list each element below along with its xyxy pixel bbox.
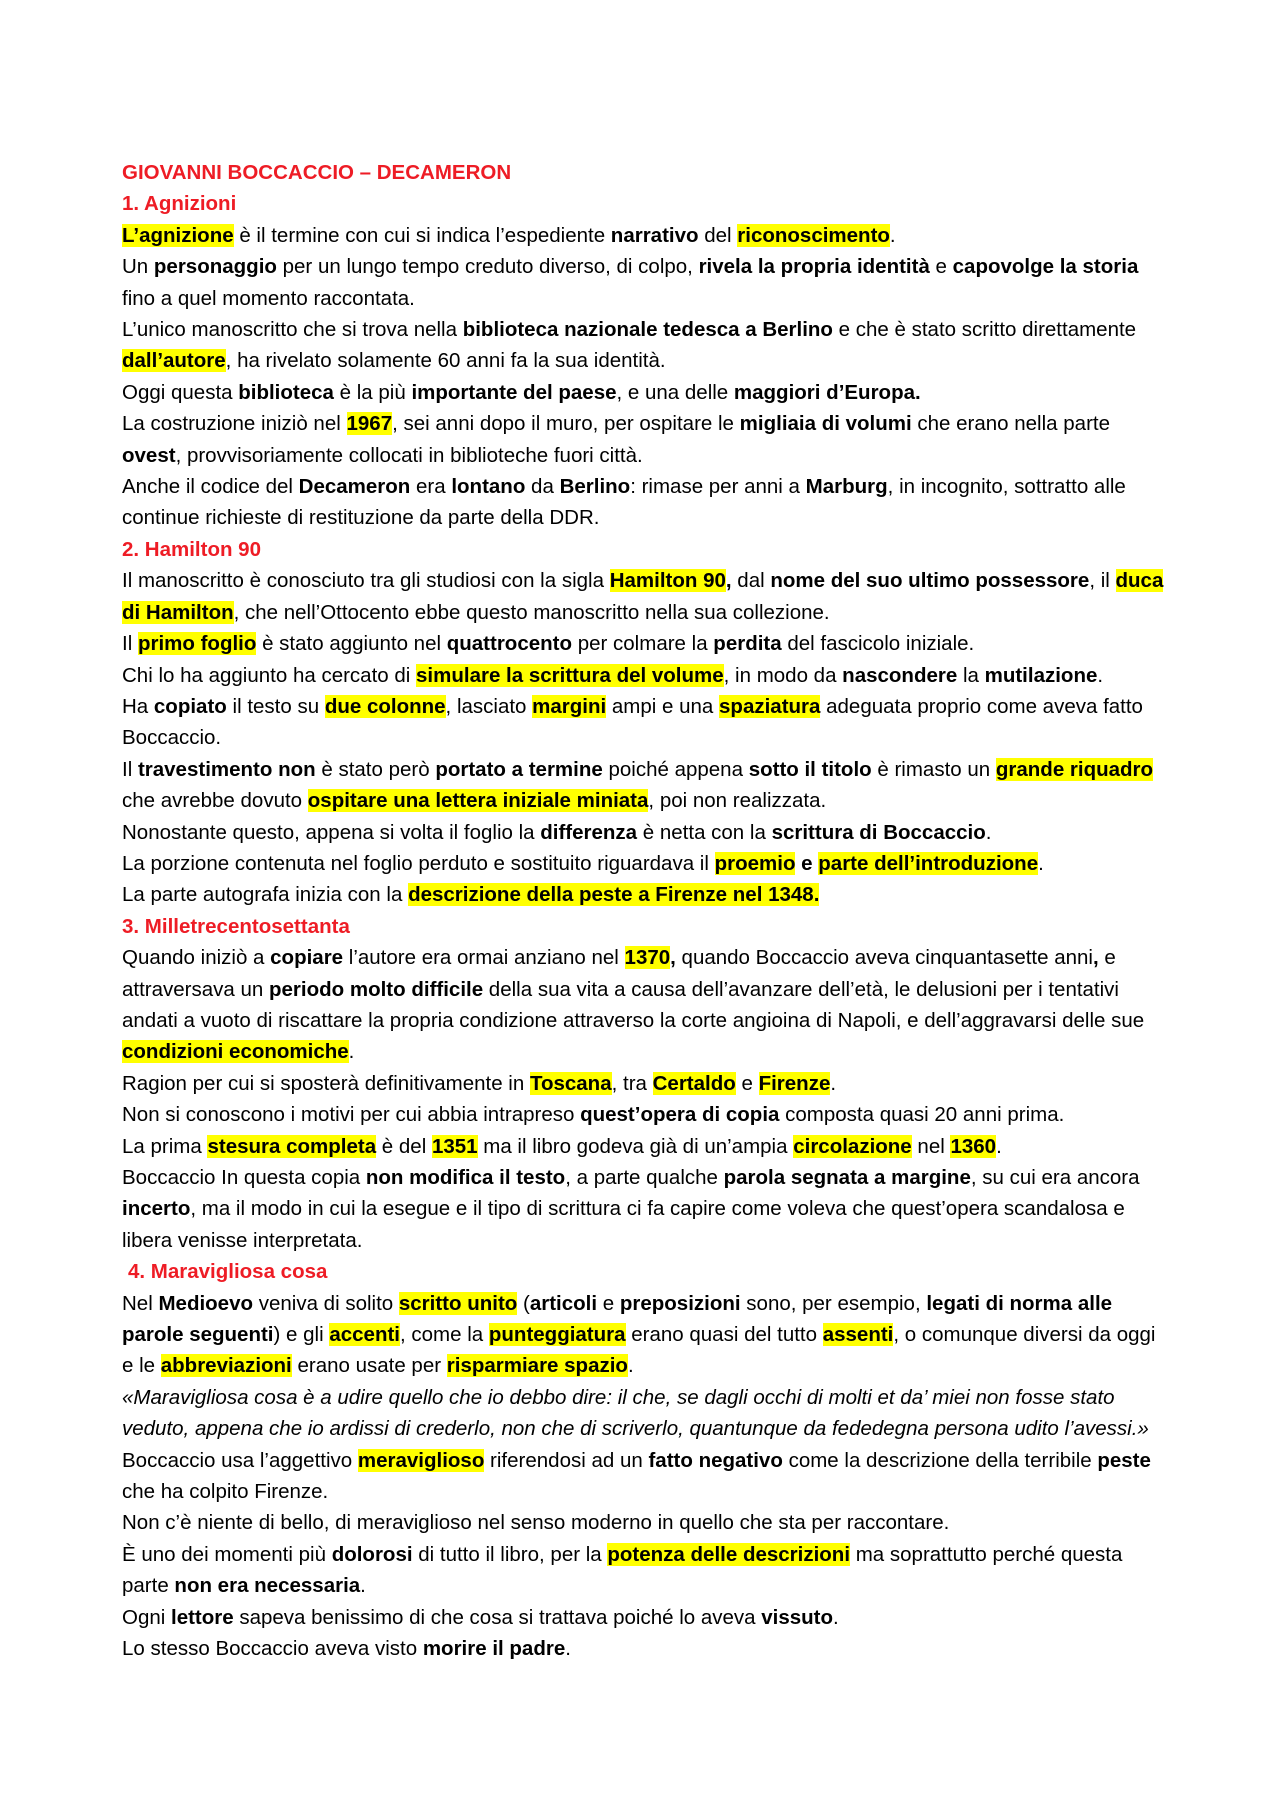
- bold-text: ,: [670, 946, 676, 970]
- highlighted-text: meraviglioso: [357, 1448, 485, 1472]
- text-run: ma soprattutto perché questa parte: [122, 1542, 1123, 1598]
- paragraph: [122, 817, 1167, 848]
- highlighted-text: ospitare una lettera iniziale miniata: [307, 789, 649, 813]
- bold-text: importante del paese: [411, 380, 617, 404]
- sections: [122, 188, 1167, 1664]
- text-run: del: [698, 223, 738, 247]
- bold-text: preposizioni: [619, 1291, 741, 1315]
- bold-text: lettore: [171, 1605, 234, 1629]
- text-run: .: [627, 1354, 634, 1378]
- highlighted-text: L’agnizione: [122, 223, 234, 247]
- text-run: era: [410, 475, 452, 499]
- text-run: ma il libro godeva già di un’ampia: [477, 1134, 794, 1158]
- text-run: , o comunque diversi da oggi e le: [122, 1323, 1156, 1378]
- highlighted-text: dall’autore: [122, 349, 226, 373]
- paragraph: [122, 1633, 1167, 1664]
- text-run: , che nell’Ottocento ebbe questo manoscritto nella sua collezione.: [233, 600, 830, 624]
- text-run: La prima: [122, 1134, 208, 1158]
- text-run: .: [830, 1071, 837, 1095]
- highlighted-text: margini: [532, 694, 607, 718]
- bold-text: maggiori d’Europa.: [733, 380, 921, 404]
- section-heading: 1. Agnizioni: [122, 192, 237, 216]
- text-run: nel: [911, 1134, 951, 1158]
- section-heading: 3. Milletrecentosettanta: [122, 914, 350, 938]
- text-run: , a parte qualche: [565, 1166, 724, 1189]
- text-run: la: [957, 663, 985, 687]
- text-run: erano quasi del tutto: [625, 1323, 823, 1347]
- quote-text: «Maravigliosa cosa è a udire quello che io debbo dire: il che, se dagli occhi di molti et da’ miei non fosse stato veduto, appena che io ardissi di crederlo, non che di scriverlo, quantunque da fededegna persona udito l’avessi.»: [122, 1385, 1149, 1441]
- text-run: Boccaccio In questa copia: [122, 1166, 366, 1189]
- highlighted-text: parte dell’introduzione: [818, 851, 1039, 875]
- paragraph: [122, 408, 1167, 471]
- paragraph: [122, 660, 1167, 691]
- bold-text: scrittura di Boccaccio: [771, 820, 986, 844]
- bold-text: nascondere: [842, 663, 958, 687]
- highlighted-text: primo foglio: [137, 632, 257, 656]
- text-run: Ha: [122, 694, 154, 718]
- highlighted-text: punteggiatura: [488, 1323, 626, 1347]
- text-run: l’autore era ormai anziano nel: [343, 946, 625, 970]
- text-run: .: [565, 1637, 571, 1661]
- bold-text: Marburg: [805, 475, 888, 499]
- highlighted-text: Toscana: [529, 1071, 612, 1095]
- paragraph: [122, 471, 1167, 534]
- text-run: della sua vita a causa dell’avanzare dell’età, le delusioni per i tentativi andati a vuoto di riscattare la propria condizione attraverso la corte angioina di Napoli, e dell’aggravarsi delle sue: [122, 977, 1145, 1032]
- text-run: e: [929, 255, 953, 279]
- bold-text: morire il padre: [422, 1637, 566, 1661]
- text-run: .: [348, 1040, 355, 1064]
- text-run: è stato aggiunto nel: [256, 632, 447, 656]
- text-run: è stato però: [315, 757, 436, 781]
- bold-text: dolorosi: [331, 1542, 413, 1566]
- bold-text: ovest: [122, 443, 176, 467]
- bold-text: rivela la propria identità: [698, 255, 930, 279]
- highlighted-text: 1360: [950, 1134, 997, 1158]
- highlighted-text: 1351: [431, 1134, 478, 1158]
- text-run: è la più: [333, 380, 412, 404]
- text-run: , tra: [611, 1071, 653, 1095]
- text-run: , sei anni dopo il muro, per ospitare le: [392, 412, 740, 436]
- paragraph: [122, 1602, 1167, 1633]
- bold-text: articoli: [529, 1291, 598, 1315]
- text-run: La costruzione iniziò nel: [122, 412, 347, 436]
- bold-text: non modifica il testo: [365, 1166, 566, 1189]
- bold-text: legati di norma alle parole seguenti: [122, 1291, 1113, 1347]
- paragraph: [122, 1162, 1167, 1256]
- text-run: , lasciato: [445, 694, 533, 718]
- text-run: .: [833, 1605, 839, 1629]
- text-run: quando Boccaccio aveva cinquantasette anni: [675, 946, 1093, 970]
- text-run: , ha rivelato solamente 60 anni fa la sua identità.: [225, 349, 666, 373]
- text-run: del fascicolo iniziale.: [781, 632, 975, 656]
- highlighted-text: assenti: [822, 1323, 894, 1347]
- bold-text: parola segnata a margine: [723, 1166, 971, 1189]
- text-run: che ha colpito Firenze.: [122, 1480, 329, 1504]
- highlighted-text: duca di Hamilton: [122, 569, 1164, 624]
- highlighted-text: stesura completa: [207, 1134, 377, 1158]
- highlighted-text: scritto unito: [398, 1291, 518, 1315]
- text-run: .: [1097, 663, 1104, 687]
- text-run: ) e gli: [273, 1323, 330, 1347]
- bold-text: quattrocento: [446, 632, 573, 656]
- paragraph: [122, 942, 1167, 1068]
- highlighted-text: Certaldo: [652, 1071, 736, 1095]
- bold-text: Decameron: [298, 475, 411, 499]
- highlighted-text: riconoscimento: [737, 223, 890, 247]
- paragraph: [122, 1507, 1167, 1538]
- section-heading: 2. Hamilton 90: [122, 537, 261, 561]
- text-run: La parte autografa inizia con la: [122, 883, 409, 907]
- bold-text: travestimento non: [137, 757, 316, 781]
- bold-text: vissuto: [761, 1605, 834, 1629]
- text-run: è il termine con cui si indica l’espediente: [233, 223, 611, 247]
- paragraph: [122, 565, 1167, 628]
- paragraph: [122, 879, 1167, 910]
- text-run: sono, per esempio,: [740, 1291, 927, 1315]
- highlighted-text: descrizione della peste a Firenze nel 1348.: [408, 883, 820, 907]
- highlighted-text: grande riquadro: [995, 757, 1154, 781]
- text-run: , poi non realizzata.: [648, 789, 827, 813]
- text-run: , il: [1089, 569, 1116, 593]
- text-run: per un lungo tempo creduto diverso, di colpo,: [276, 255, 699, 279]
- text-run: adeguata proprio come aveva fatto Boccaccio.: [122, 694, 1143, 750]
- text-run: : rimase per anni a: [630, 475, 806, 499]
- text-run: .: [360, 1574, 366, 1598]
- text-run: dal: [731, 569, 771, 593]
- paragraph: [122, 1131, 1167, 1162]
- bold-text: migliaia di volumi: [739, 412, 912, 436]
- paragraph: [122, 1099, 1167, 1130]
- paragraph: [122, 1288, 1167, 1382]
- section-heading: 4. Maravigliosa cosa: [128, 1260, 328, 1284]
- text-run: e che è stato scritto direttamente: [832, 318, 1137, 342]
- text-run: .: [1038, 851, 1044, 875]
- bold-text: perdita: [713, 632, 782, 656]
- highlighted-text: 1967: [346, 412, 393, 436]
- text-run: composta quasi 20 anni prima.: [779, 1103, 1065, 1127]
- text-run: ampi e una: [606, 694, 720, 718]
- highlighted-text: simulare la scrittura del volume: [416, 663, 724, 687]
- bold-text: incerto: [122, 1197, 191, 1221]
- bold-text: narrativo: [610, 223, 699, 247]
- document-body: [122, 157, 1167, 1665]
- bold-text: periodo molto difficile: [269, 977, 484, 1001]
- bold-text: biblioteca nazionale tedesca a Berlino: [462, 318, 833, 342]
- paragraph: [122, 628, 1167, 659]
- bold-text: Berlino: [559, 475, 631, 499]
- text-run: che erano nella parte: [911, 412, 1110, 436]
- text-run: L’unico manoscritto che si trova nella: [122, 318, 463, 342]
- highlighted-text: Firenze: [758, 1071, 831, 1095]
- paragraph: [122, 754, 1167, 817]
- bold-text: biblioteca: [238, 380, 334, 404]
- text-run: Ogni: [122, 1605, 171, 1629]
- text-run: Quando iniziò a: [122, 946, 271, 970]
- paragraph: [122, 314, 1167, 377]
- paragraph: [122, 251, 1167, 314]
- text-run: veniva di solito: [253, 1291, 399, 1315]
- text-run: Nonostante questo, appena si volta il foglio la: [122, 820, 541, 844]
- text-run: , provvisoriamente collocati in biblioteche fuori città.: [175, 443, 643, 467]
- text-run: È uno dei momenti più: [122, 1542, 332, 1566]
- text-run: è rimasto un: [871, 757, 996, 781]
- text-run: , e una delle: [616, 380, 734, 404]
- text-run: erano usate per: [291, 1354, 447, 1378]
- text-run: e: [597, 1291, 620, 1315]
- text-run: Un: [122, 255, 154, 279]
- text-run: Non si conoscono i motivi per cui abbia intrapreso: [122, 1103, 581, 1127]
- text-run: , ma il modo in cui la esegue e il tipo di scrittura ci fa capire come voleva che quest’opera scandalosa e libera venisse interpretata.: [122, 1197, 1125, 1252]
- highlighted-text: due colonne: [324, 694, 446, 718]
- text-run: Il: [122, 757, 138, 781]
- text-run: e attraversava un: [122, 946, 1116, 1001]
- text-run: è netta con la: [637, 820, 772, 844]
- paragraph: [122, 220, 1167, 251]
- text-run: sapeva benissimo di che cosa si trattava poiché lo aveva: [233, 1605, 762, 1629]
- highlighted-text: spaziatura: [719, 694, 821, 718]
- text-run: Boccaccio usa l’aggettivo: [122, 1448, 358, 1472]
- bold-text: lontano: [451, 475, 526, 499]
- highlighted-text: 1370: [624, 946, 671, 970]
- highlighted-text: potenza delle descrizioni: [607, 1542, 851, 1566]
- highlighted-text: condizioni economiche: [122, 1040, 349, 1064]
- text-run: Ragion per cui si sposterà definitivamente in: [122, 1071, 530, 1095]
- highlighted-text: accenti: [329, 1323, 400, 1347]
- text-run: poiché appena: [602, 757, 749, 781]
- highlighted-text: risparmiare spazio: [446, 1354, 628, 1378]
- bold-text: personaggio: [153, 255, 277, 279]
- text-run: .: [996, 1134, 1002, 1158]
- bold-text: portato a termine: [435, 757, 603, 781]
- text-run: , in modo da: [723, 663, 843, 687]
- text-run: per colmare la: [572, 632, 714, 656]
- text-run: e: [735, 1071, 759, 1095]
- bold-text: non era necessaria: [174, 1574, 361, 1598]
- text-run: è del: [376, 1134, 432, 1158]
- bold-text: e: [795, 851, 819, 875]
- bold-text: Medioevo: [158, 1291, 254, 1315]
- paragraph: [122, 377, 1167, 408]
- bold-text: nome del suo ultimo possessore: [770, 569, 1090, 593]
- text-run: Anche il codice del: [122, 475, 299, 499]
- text-run: Lo stesso Boccaccio aveva visto: [122, 1637, 423, 1661]
- bold-text: ,: [725, 569, 732, 593]
- bold-text: quest’opera di copia: [580, 1103, 780, 1127]
- paragraph: [122, 1539, 1167, 1602]
- highlighted-text: abbreviazioni: [160, 1354, 292, 1378]
- paragraph: [122, 1068, 1167, 1099]
- text-run: Chi lo ha aggiunto ha cercato di: [122, 663, 417, 687]
- bold-text: fatto negativo: [648, 1448, 783, 1472]
- paragraph: [122, 1445, 1167, 1508]
- text-run: Non c’è niente di bello, di meraviglioso nel senso moderno in quello che sta per raccontare.: [122, 1511, 950, 1535]
- text-run: .: [985, 820, 992, 844]
- bold-text: copiare: [270, 946, 344, 970]
- text-run: da: [525, 475, 560, 499]
- paragraph: [122, 848, 1167, 879]
- text-run: , in incognito, sottratto alle continue richieste di restituzione da parte della DDR.: [122, 475, 1126, 530]
- text-run: (: [517, 1291, 530, 1315]
- bold-text: copiato: [153, 694, 227, 718]
- text-run: che avrebbe dovuto: [122, 789, 308, 813]
- document-title: GIOVANNI BOCCACCIO – DECAMERON: [122, 161, 512, 184]
- bold-text: capovolge la storia: [952, 255, 1139, 279]
- highlighted-text: Hamilton 90: [609, 569, 726, 593]
- highlighted-text: proemio: [714, 851, 796, 875]
- text-run: riferendosi ad un: [484, 1448, 649, 1472]
- text-run: di tutto il libro, per la: [412, 1542, 608, 1566]
- bold-text: sotto il titolo: [748, 757, 872, 781]
- text-run: , come la: [400, 1323, 489, 1347]
- highlighted-text: circolazione: [793, 1134, 912, 1158]
- bold-text: peste: [1097, 1448, 1151, 1472]
- bold-text: differenza: [540, 820, 638, 844]
- text-run: Oggi questa: [122, 380, 239, 404]
- text-run: il testo su: [226, 694, 325, 718]
- text-run: Nel: [122, 1291, 159, 1315]
- text-run: .: [889, 223, 896, 247]
- bold-text: ,: [1093, 946, 1099, 970]
- text-run: , su cui era ancora: [970, 1166, 1140, 1189]
- text-run: fino a quel momento raccontata.: [122, 286, 415, 310]
- text-run: La porzione contenuta nel foglio perduto e sostituito riguardava il: [122, 851, 715, 875]
- bold-text: mutilazione: [984, 663, 1098, 687]
- text-run: Il manoscritto è conosciuto tra gli studiosi con la sigla: [122, 569, 610, 593]
- paragraph: [122, 691, 1167, 754]
- paragraph: [122, 1382, 1167, 1445]
- text-run: Il: [122, 632, 138, 656]
- text-run: come la descrizione della terribile: [782, 1448, 1098, 1472]
